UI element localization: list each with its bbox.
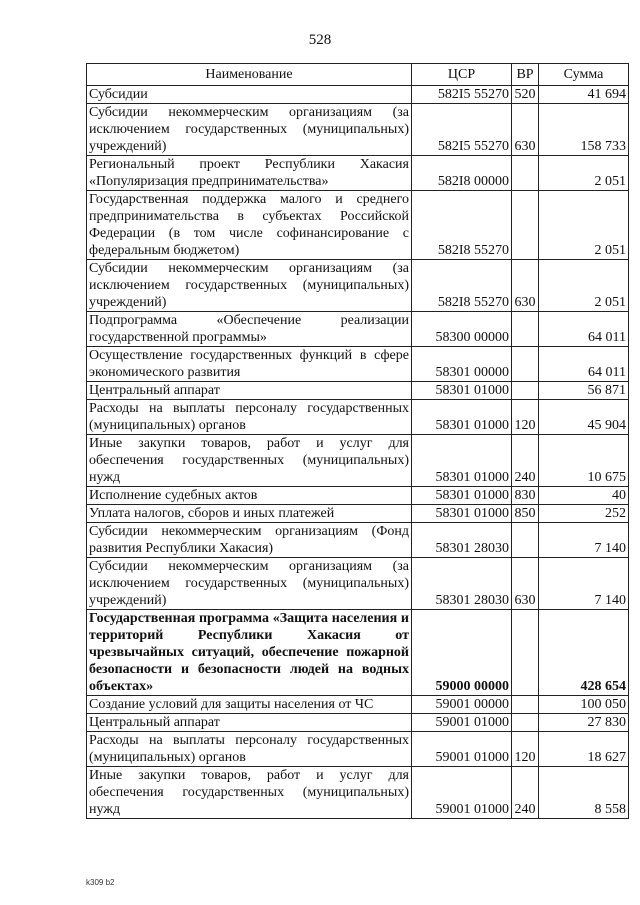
row-name-cell: Центральный аппарат: [87, 382, 412, 400]
row-csr-cell: 582I8 55270: [412, 260, 512, 312]
row-csr-cell: 58301 01000: [412, 505, 512, 523]
row-csr-cell: 58301 28030: [412, 558, 512, 610]
row-sum-cell: 56 871: [539, 382, 629, 400]
header-vr: ВР: [512, 64, 539, 86]
table-row: [87, 714, 629, 732]
row-csr-cell: 582I5 55270: [412, 104, 512, 156]
row-sum-cell: 428 654: [539, 610, 629, 696]
row-csr-cell: 58301 01000: [412, 435, 512, 487]
row-sum-cell: 100 050: [539, 696, 629, 714]
table-row: [87, 347, 629, 382]
row-csr-cell: 58301 01000: [412, 487, 512, 505]
row-name-cell: Создание условий для защиты населения от ЧС: [87, 696, 412, 714]
table-row: [87, 487, 629, 505]
table-row: [87, 191, 629, 260]
row-vr-cell: [512, 610, 539, 696]
row-name-cell: Исполнение судебных актов: [87, 487, 412, 505]
row-vr-cell: [512, 714, 539, 732]
table-row: [87, 696, 629, 714]
row-sum-cell: 10 675: [539, 435, 629, 487]
header-sum: Сумма: [539, 64, 629, 86]
row-sum-cell: 158 733: [539, 104, 629, 156]
table-row: [87, 558, 629, 610]
row-name-cell: Иные закупки товаров, работ и услуг для обеспечения государственных (муниципальных) нужд: [87, 767, 412, 819]
row-sum-cell: 2 051: [539, 260, 629, 312]
page-number: 528: [308, 32, 332, 48]
row-name-cell: Субсидии некоммерческим организациям (за исключением государственных (муниципальных) учреждений): [87, 260, 412, 312]
row-vr-cell: [512, 523, 539, 558]
budget-table: [86, 63, 629, 819]
row-name-cell: Расходы на выплаты персоналу государственных (муниципальных) органов: [87, 400, 412, 435]
table-row: [87, 523, 629, 558]
row-vr-cell: 830: [512, 487, 539, 505]
row-name-cell: Региональный проект Республики Хакасия «Популяризация предпринимательства»: [87, 156, 412, 191]
row-vr-cell: 240: [512, 435, 539, 487]
row-vr-cell: 120: [512, 400, 539, 435]
table-row: [87, 260, 629, 312]
row-sum-cell: 8 558: [539, 767, 629, 819]
row-csr-cell: 58300 00000: [412, 312, 512, 347]
table-row: [87, 156, 629, 191]
table-row: [87, 505, 629, 523]
table-header-row: [87, 64, 629, 86]
row-vr-cell: [512, 696, 539, 714]
row-name-cell: Субсидии некоммерческим организациям (за исключением государственных (муниципальных) учреждений): [87, 104, 412, 156]
row-sum-cell: 7 140: [539, 558, 629, 610]
row-name-cell: Субсидии некоммерческим организациям (Фонд развития Республики Хакасия): [87, 523, 412, 558]
row-name-cell: Иные закупки товаров, работ и услуг для обеспечения государственных (муниципальных) нужд: [87, 435, 412, 487]
row-csr-cell: 58301 01000: [412, 382, 512, 400]
table-row: [87, 86, 629, 104]
row-vr-cell: 120: [512, 732, 539, 767]
row-name-cell: Центральный аппарат: [87, 714, 412, 732]
row-sum-cell: 45 904: [539, 400, 629, 435]
row-name-cell: Расходы на выплаты персоналу государственных (муниципальных) органов: [87, 732, 412, 767]
table-row: [87, 104, 629, 156]
row-vr-cell: [512, 347, 539, 382]
row-vr-cell: [512, 382, 539, 400]
row-sum-cell: 18 627: [539, 732, 629, 767]
row-vr-cell: [512, 191, 539, 260]
row-vr-cell: [512, 156, 539, 191]
row-vr-cell: 240: [512, 767, 539, 819]
row-sum-cell: 2 051: [539, 191, 629, 260]
row-csr-cell: 58301 00000: [412, 347, 512, 382]
row-csr-cell: 59001 00000: [412, 696, 512, 714]
row-vr-cell: 630: [512, 104, 539, 156]
table-row: [87, 732, 629, 767]
table-row: [87, 435, 629, 487]
row-vr-cell: 630: [512, 260, 539, 312]
row-csr-cell: 582I8 55270: [412, 191, 512, 260]
row-vr-cell: 520: [512, 86, 539, 104]
row-sum-cell: 41 694: [539, 86, 629, 104]
table-row: [87, 400, 629, 435]
row-name-cell: Осуществление государственных функций в сфере экономического развития: [87, 347, 412, 382]
row-sum-cell: 40: [539, 487, 629, 505]
header-name: Наименование: [87, 64, 412, 86]
row-name-cell: Уплата налогов, сборов и иных платежей: [87, 505, 412, 523]
row-sum-cell: 2 051: [539, 156, 629, 191]
row-name-cell: Субсидии: [87, 86, 412, 104]
row-csr-cell: 582I5 55270: [412, 86, 512, 104]
row-sum-cell: 7 140: [539, 523, 629, 558]
row-name-cell: Подпрограмма «Обеспечение реализации государственной программы»: [87, 312, 412, 347]
row-csr-cell: 59001 01000: [412, 767, 512, 819]
row-csr-cell: 58301 01000: [412, 400, 512, 435]
row-csr-cell: 582I8 00000: [412, 156, 512, 191]
table-row: [87, 382, 629, 400]
row-sum-cell: 27 830: [539, 714, 629, 732]
row-vr-cell: 630: [512, 558, 539, 610]
row-csr-cell: 58301 28030: [412, 523, 512, 558]
row-name-cell: Государственная программа «Защита населения и территорий Республики Хакасия от чрезвычайных ситуаций, обеспечение пожарной безопасности и безопасности людей на водных объектах»: [87, 610, 412, 696]
row-csr-cell: 59001 01000: [412, 732, 512, 767]
row-csr-cell: 59000 00000: [412, 610, 512, 696]
document-code: k309 b2: [86, 878, 115, 887]
table-row: [87, 312, 629, 347]
header-csr: ЦСР: [412, 64, 512, 86]
row-name-cell: Субсидии некоммерческим организациям (за исключением государственных (муниципальных) учреждений): [87, 558, 412, 610]
row-csr-cell: 59001 01000: [412, 714, 512, 732]
row-vr-cell: 850: [512, 505, 539, 523]
row-sum-cell: 64 011: [539, 347, 629, 382]
table-row: [87, 610, 629, 696]
row-sum-cell: 64 011: [539, 312, 629, 347]
row-sum-cell: 252: [539, 505, 629, 523]
row-vr-cell: [512, 312, 539, 347]
row-name-cell: Государственная поддержка малого и среднего предпринимательства в субъектах Российской Федерации (в том числе софинансирование с федеральным бюджетом): [87, 191, 412, 260]
table-row: [87, 767, 629, 819]
